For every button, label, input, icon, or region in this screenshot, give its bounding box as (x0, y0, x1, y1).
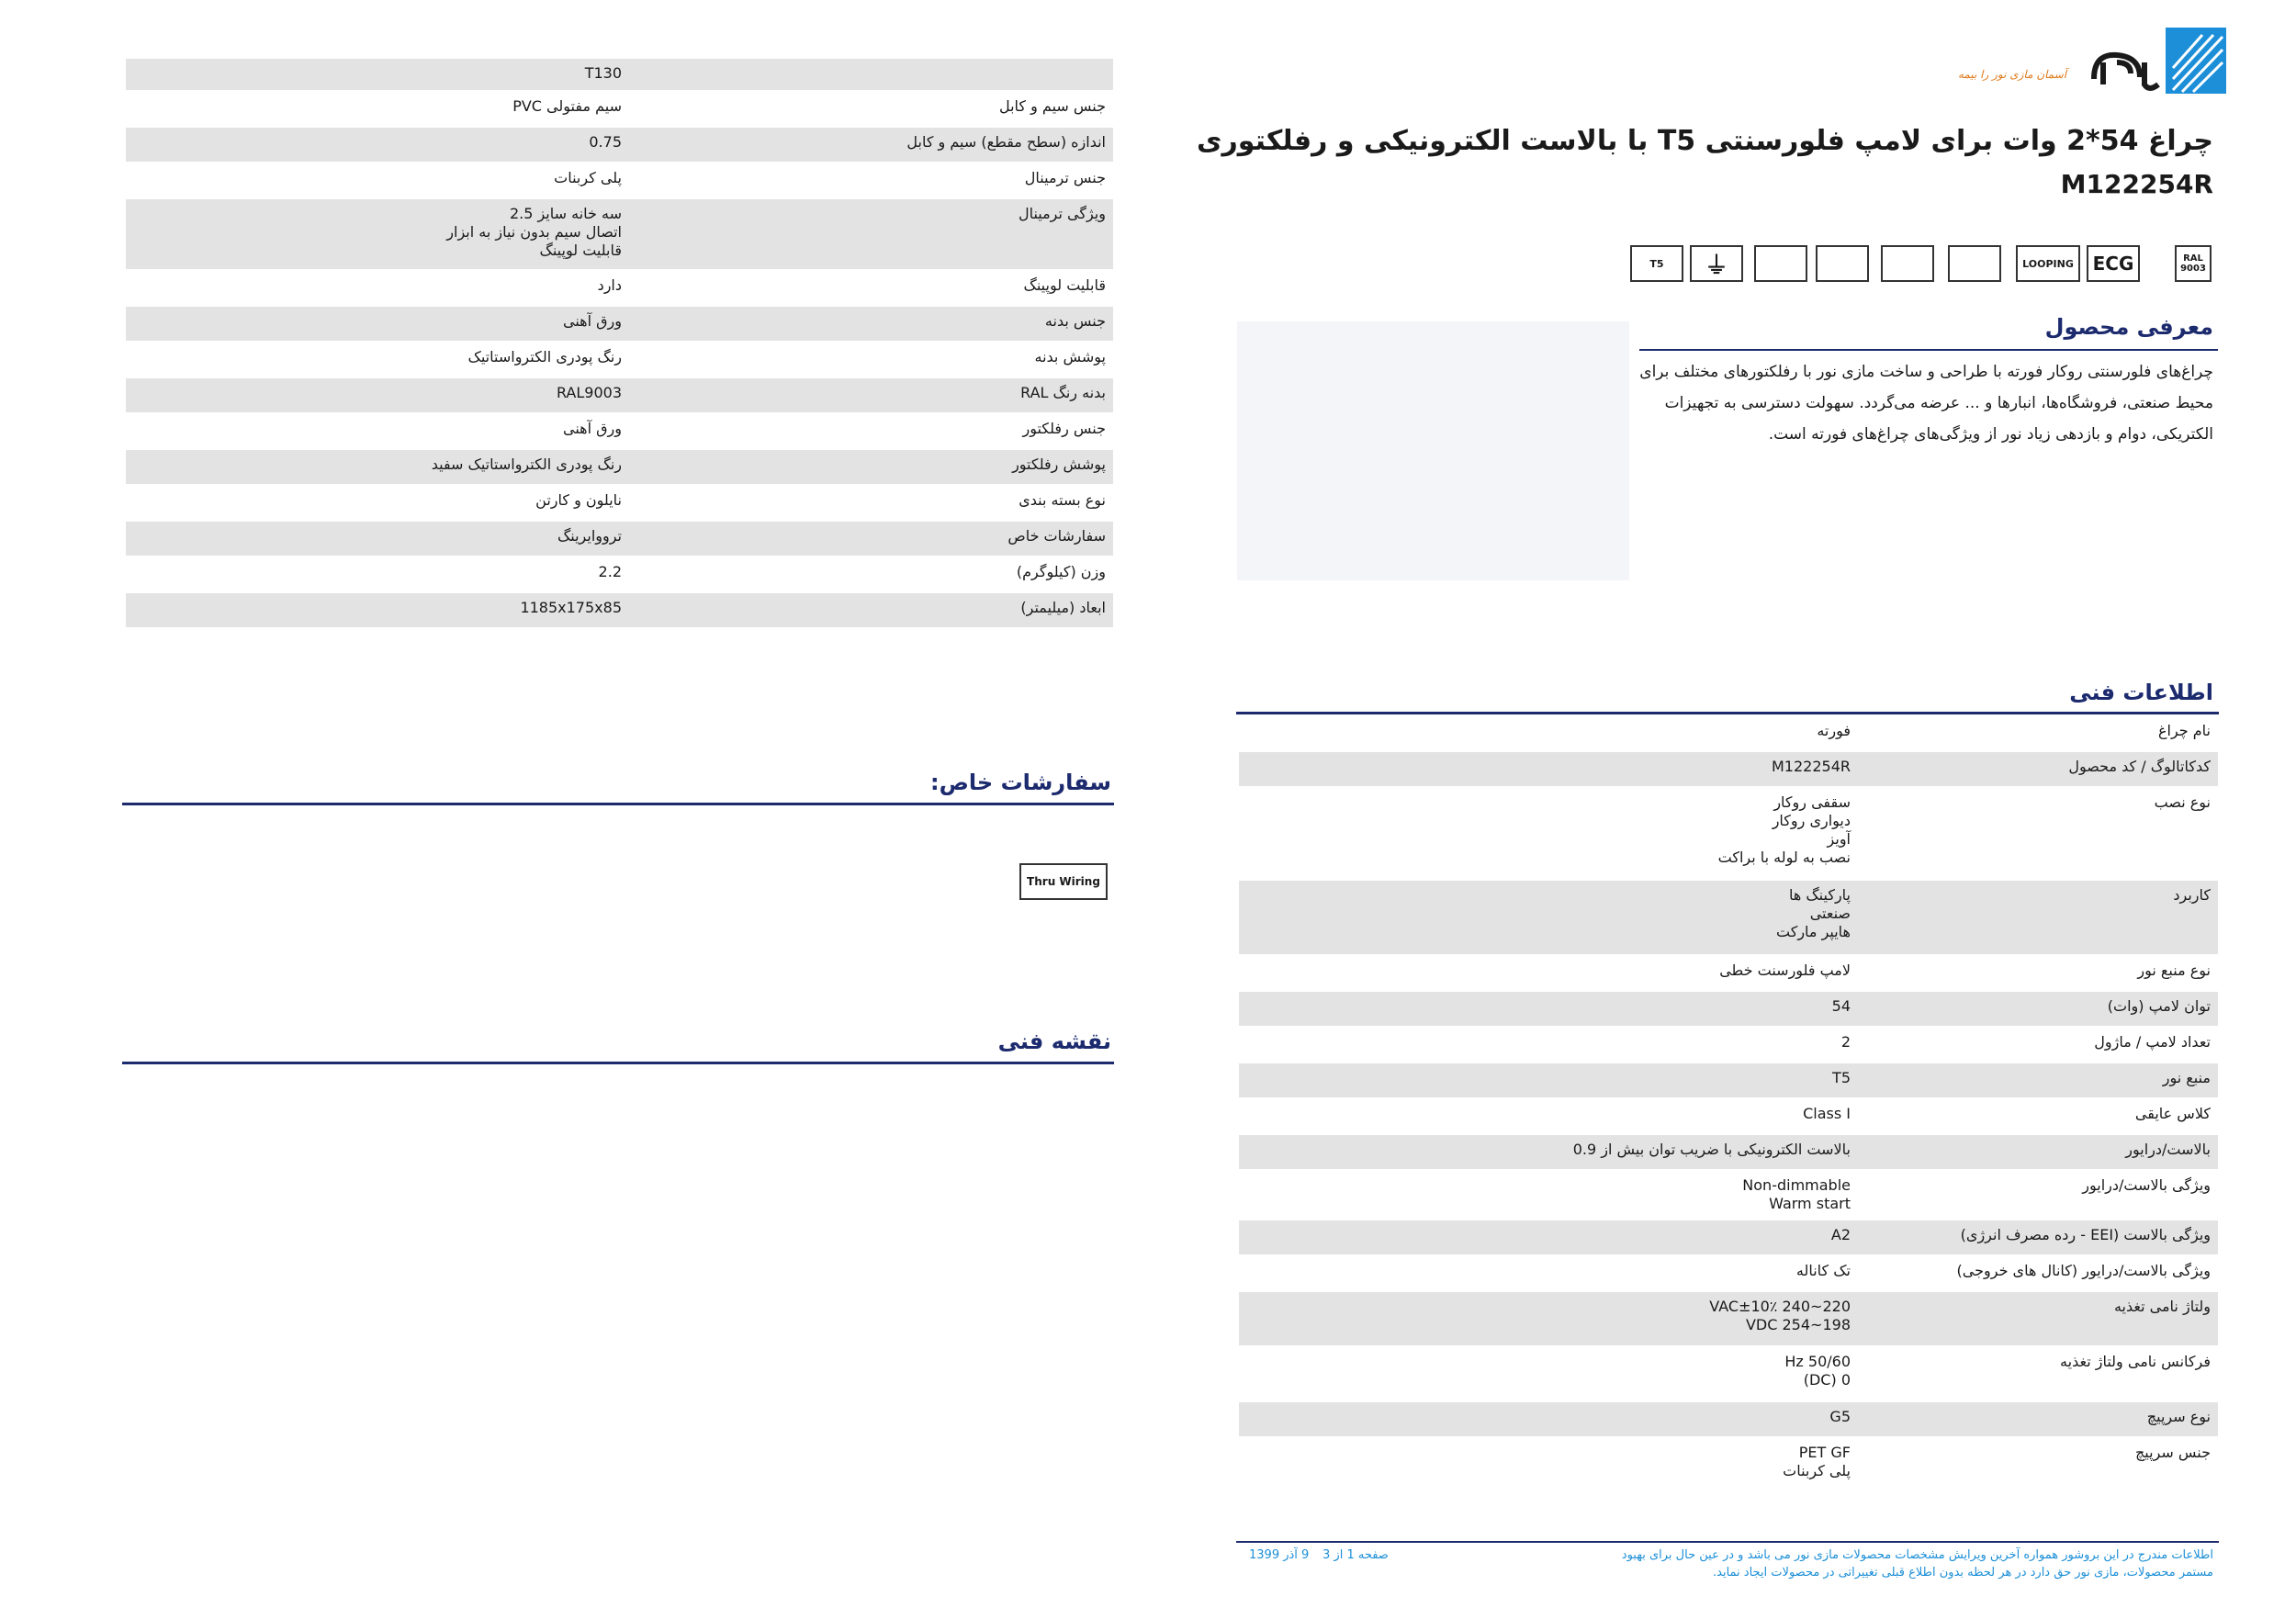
icon-label: RAL 9003 (2180, 253, 2206, 274)
table-row (126, 305, 1113, 341)
row-value: A2 (1830, 1226, 1851, 1243)
intro-text: چراغ‌های فلورسنتی روکار فورته با طراحی و ساخت مازی نور با رفلکتورهای مختلف برای محیط صنعتی، فروشگاه‌ها، انبارها و ... عرضه می‌گردد. سهولت دسترسی به تجهیزات الکتریکی، دوام و بازدهی زیاد نور از ویژگی‌های چراغ‌های فورته است. (1639, 363, 2213, 444)
table-row (1239, 990, 2218, 1026)
table-row (1239, 1345, 2218, 1400)
row-value: 50/60 Hz 0 (DC) (1784, 1353, 1851, 1389)
wall-mount-icon (1948, 245, 2001, 282)
row-label: اندازه (سطح مقطع) سیم و کابل (906, 133, 1106, 151)
row-value: تک کاناله (1795, 1262, 1851, 1279)
row-label: کدکاتالوگ / کد محصول (2068, 758, 2211, 775)
row-value: Non-dimmable Warm start (1742, 1176, 1851, 1212)
table-row (1239, 786, 2218, 879)
brand-tagline: آسمان مازی نور را بیمه (1958, 68, 2067, 81)
tech-spec-table (1239, 714, 2218, 1499)
pendant-icon (1881, 245, 1934, 282)
special-orders-rule (122, 803, 1114, 805)
row-label: نوع نصب (2154, 793, 2211, 811)
special-orders-heading: سفارشات خاص: (930, 770, 1111, 795)
ground-icon (1690, 245, 1743, 282)
row-label: ویژگی بالاست/درایور (کانال های خروجی) (1956, 1262, 2211, 1279)
table-row (1239, 1062, 2218, 1097)
row-value: ورق آهنی (563, 420, 622, 437)
looping-icon (2016, 245, 2080, 282)
row-value: 2 (1840, 1033, 1851, 1051)
footer-note: اطلاعات مندرج در این بروشور همواره آخرین ویرایش مشخصات محصولات مازی نور می باشد و در عین حال برای بهبود مستمر محصولات، مازی نور حق دارد در هر لحظه بدون اطلاع قبلی تغییراتی در محصولات ایجاد نماید. (1621, 1548, 2213, 1580)
table-row (126, 556, 1113, 591)
row-value: سه خانه سایز 2.5 اتصال سیم بدون نیاز به ابزار قابلیت لوپینگ (446, 205, 622, 259)
intro-rule (1639, 349, 2218, 351)
row-label: نوع سرپیچ (2146, 1408, 2211, 1425)
icon-label: ⏚ (1704, 252, 1728, 280)
row-value: سقفی روکار دیواری روکار آویز نصب به لوله با براکت (1717, 793, 1851, 866)
table-row (126, 269, 1113, 305)
table-row (126, 197, 1113, 269)
table-row (1239, 1436, 2218, 1499)
table-row (1239, 1254, 2218, 1290)
row-value: T130 (584, 64, 622, 82)
row-value: 220~240 VAC±10٪ 198~254 VDC (1709, 1298, 1851, 1333)
row-label: پوشش رفلکتور (1012, 455, 1106, 473)
row-value: RAL9003 (556, 384, 622, 401)
drawing-heading: نقشه فنی (997, 1029, 1111, 1054)
table-row (126, 412, 1113, 448)
row-label: جنس رفلکتور (1022, 420, 1106, 437)
row-value: 0.75 (589, 133, 622, 151)
lamp-tube-icon (1816, 245, 1869, 282)
table-row (126, 162, 1113, 197)
row-label: منبع نور (2162, 1069, 2211, 1086)
drawing-rule (122, 1062, 1114, 1064)
row-value: M122254R (1772, 758, 1851, 775)
footer-rule (1236, 1541, 2219, 1543)
ecg-icon (2087, 245, 2140, 282)
row-value: 1185x175x85 (520, 599, 622, 616)
intro-heading: معرفی محصول (2044, 314, 2213, 340)
row-label: نوع بسته بندی (1019, 491, 1106, 509)
row-label: ویژگی بالاست (EEI - رده مصرف انرژی) (1960, 1226, 2211, 1243)
row-label: بالاست/درایور (2125, 1141, 2211, 1158)
row-label: وزن (کیلوگرم) (1016, 563, 1106, 580)
tech-heading: اطلاعات فنی (2069, 680, 2213, 705)
row-label: کاربرد (2173, 886, 2211, 904)
row-label: ویژگی بالاست/درایور (2082, 1176, 2211, 1194)
table-row (1239, 1219, 2218, 1254)
table-row (1239, 1026, 2218, 1062)
product-image (1237, 321, 1629, 580)
brand-logo (1956, 26, 2232, 99)
table-row (126, 591, 1113, 627)
table-row (126, 90, 1113, 126)
row-value: Class I (1803, 1105, 1851, 1122)
thru-wiring-badge: Thru Wiring (1019, 863, 1108, 900)
row-label: جنس ترمینال (1024, 169, 1106, 186)
row-value: T5 (1832, 1069, 1851, 1086)
row-value: G5 (1829, 1408, 1851, 1425)
row-value: دارد (597, 276, 622, 294)
row-label: جنس سرپیچ (2134, 1444, 2211, 1461)
row-value: نایلون و کارتن (535, 491, 622, 509)
row-value: رنگ پودری الکترواستاتیک (467, 348, 622, 365)
row-label: توان لامپ (وات) (2107, 997, 2211, 1015)
row-value: سیم مفتولی PVC (512, 97, 622, 115)
table-row (1239, 1400, 2218, 1436)
icon-label: LOOPING (2022, 257, 2074, 270)
table-row (126, 57, 1113, 90)
product-code: M122254R (2060, 169, 2213, 199)
row-value: پارکینگ ها صنعتی هایپر مارکت (1775, 886, 1851, 940)
row-value: رنگ پودری الکترواستاتیک سفید (431, 455, 622, 473)
row-value: لامپ فلورسنت خطی (1719, 961, 1851, 979)
table-row (126, 448, 1113, 484)
table-row (126, 126, 1113, 162)
icon-label: T5 (1649, 257, 1664, 270)
surface-mount-icon (1754, 245, 1807, 282)
t5-lamp-icon (1630, 245, 1683, 282)
row-value: بالاست الکترونیکی با ضریب توان بیش از 0.9 (1572, 1141, 1851, 1158)
row-label: جنس سیم و کابل (998, 97, 1106, 115)
row-label: ویژگی ترمینال (1018, 205, 1106, 222)
row-value: PET GF پلی کربنات (1783, 1444, 1851, 1479)
table-row (1239, 1169, 2218, 1219)
product-title: چراغ 54*2 وات برای لامپ فلورسنتی T5 با بالاست الکترونیکی و رفلکتوری (1197, 125, 2213, 157)
table-row (126, 520, 1113, 556)
row-label: قابلیت لوپینگ (1023, 276, 1106, 294)
row-value: 54 (1831, 997, 1851, 1015)
row-label: فرکانس نامی ولتاژ تغذیه (2060, 1353, 2211, 1370)
table-row (1239, 750, 2218, 786)
row-label: ولتاژ نامی تغذیه (2113, 1298, 2211, 1315)
footer-date: 9 آذر 1399 (1249, 1548, 1310, 1562)
row-label: بدنه رنگ RAL (1020, 384, 1106, 401)
table-row (1239, 1133, 2218, 1169)
row-label: نوع منبع نور (2137, 961, 2211, 979)
row-label: نام چراغ (2157, 722, 2211, 739)
table-row (1239, 954, 2218, 990)
table-row (1239, 1097, 2218, 1133)
table-row (1239, 1290, 2218, 1345)
logo-mark-icon (1956, 26, 2232, 99)
row-label: تعداد لامپ / ماژول (2094, 1033, 2211, 1051)
table-row (126, 484, 1113, 520)
table-row (1239, 879, 2218, 954)
ral-icon (2175, 245, 2212, 282)
footer-page: صفحه 1 از 3 (1322, 1548, 1389, 1562)
left-spec-table (126, 57, 1113, 627)
row-label: کلاس عایقی (2134, 1105, 2211, 1122)
row-value: ترووایرینگ (557, 527, 622, 545)
row-label: ابعاد (میلیمتر) (1020, 599, 1106, 616)
row-label: سفارشات خاص (1007, 527, 1106, 545)
icon-label: ECG (2092, 253, 2134, 275)
row-value: 2.2 (598, 563, 622, 580)
table-row (126, 341, 1113, 377)
row-label: پوشش بدنه (1034, 348, 1106, 365)
table-row (126, 377, 1113, 412)
row-value: ورق آهنی (563, 312, 622, 330)
row-value: پلی کربنات (554, 169, 622, 186)
table-row (1239, 714, 2218, 750)
row-label: جنس بدنه (1044, 312, 1106, 330)
row-value: فورته (1817, 722, 1851, 739)
